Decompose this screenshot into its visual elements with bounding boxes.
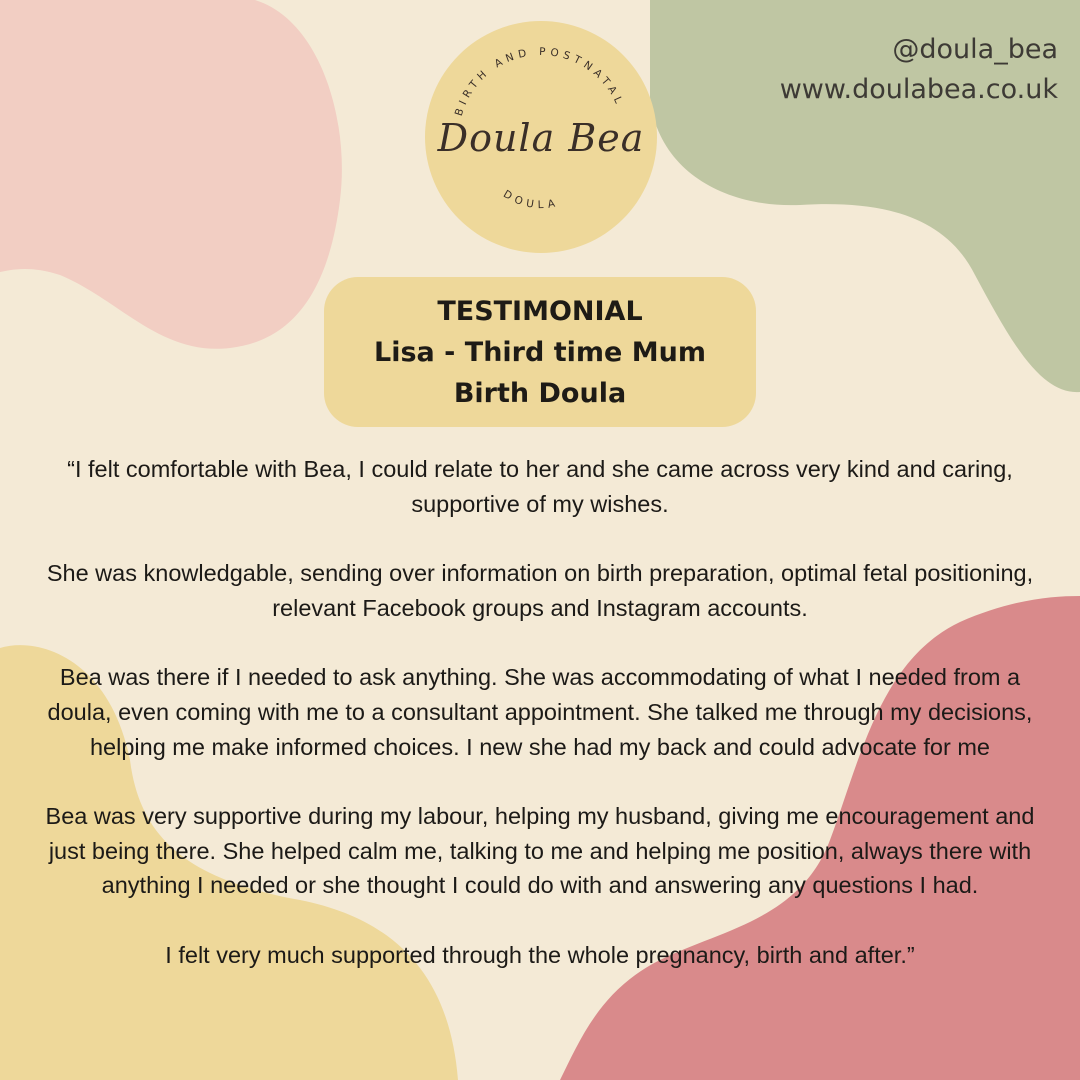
testimonial-paragraph: Bea was very supportive during my labour, helping my husband, giving me encouragement and just being there. She helped calm me, talking to me and helping me position, always there with anything I needed or she thought I could do with and answering any questions I had. bbox=[45, 802, 1035, 899]
instagram-handle[interactable]: @doula_bea bbox=[892, 34, 1058, 65]
testimonial-paragraph: I felt very much supported through the whole pregnancy, birth and after.” bbox=[165, 941, 915, 968]
header-client: Lisa - Third time Mum bbox=[374, 336, 706, 368]
header-title: TESTIMONIAL bbox=[437, 295, 643, 327]
logo-script-name: Doula Bea bbox=[437, 116, 645, 160]
logo-ring-top: BIRTH AND POSTNATAL bbox=[452, 45, 627, 118]
header-service: Birth Doula bbox=[453, 377, 627, 409]
testimonial-body bbox=[40, 452, 1040, 972]
testimonial-paragraph: “I felt comfortable with Bea, I could relate to her and she came across very kind and caring, supportive of my wishes. bbox=[67, 456, 1013, 517]
logo-ring-bottom: DOULA bbox=[501, 188, 561, 212]
logo bbox=[424, 20, 658, 254]
social-links bbox=[780, 30, 1058, 110]
pink-blob bbox=[0, 0, 342, 349]
header-box bbox=[324, 277, 756, 427]
testimonial-paragraph: Bea was there if I needed to ask anything. She was accommodating of what I needed from a doula, even coming with me to a consultant appointment. She talked me through my decisions, helping me make informed choices. I new she had my back and could advocate for me bbox=[47, 664, 1033, 760]
website-link[interactable]: www.doulabea.co.uk bbox=[779, 74, 1058, 105]
testimonial-paragraph: She was knowledgable, sending over information on birth preparation, optimal fetal positioning, relevant Facebook groups and Instagram accounts. bbox=[46, 560, 1034, 621]
